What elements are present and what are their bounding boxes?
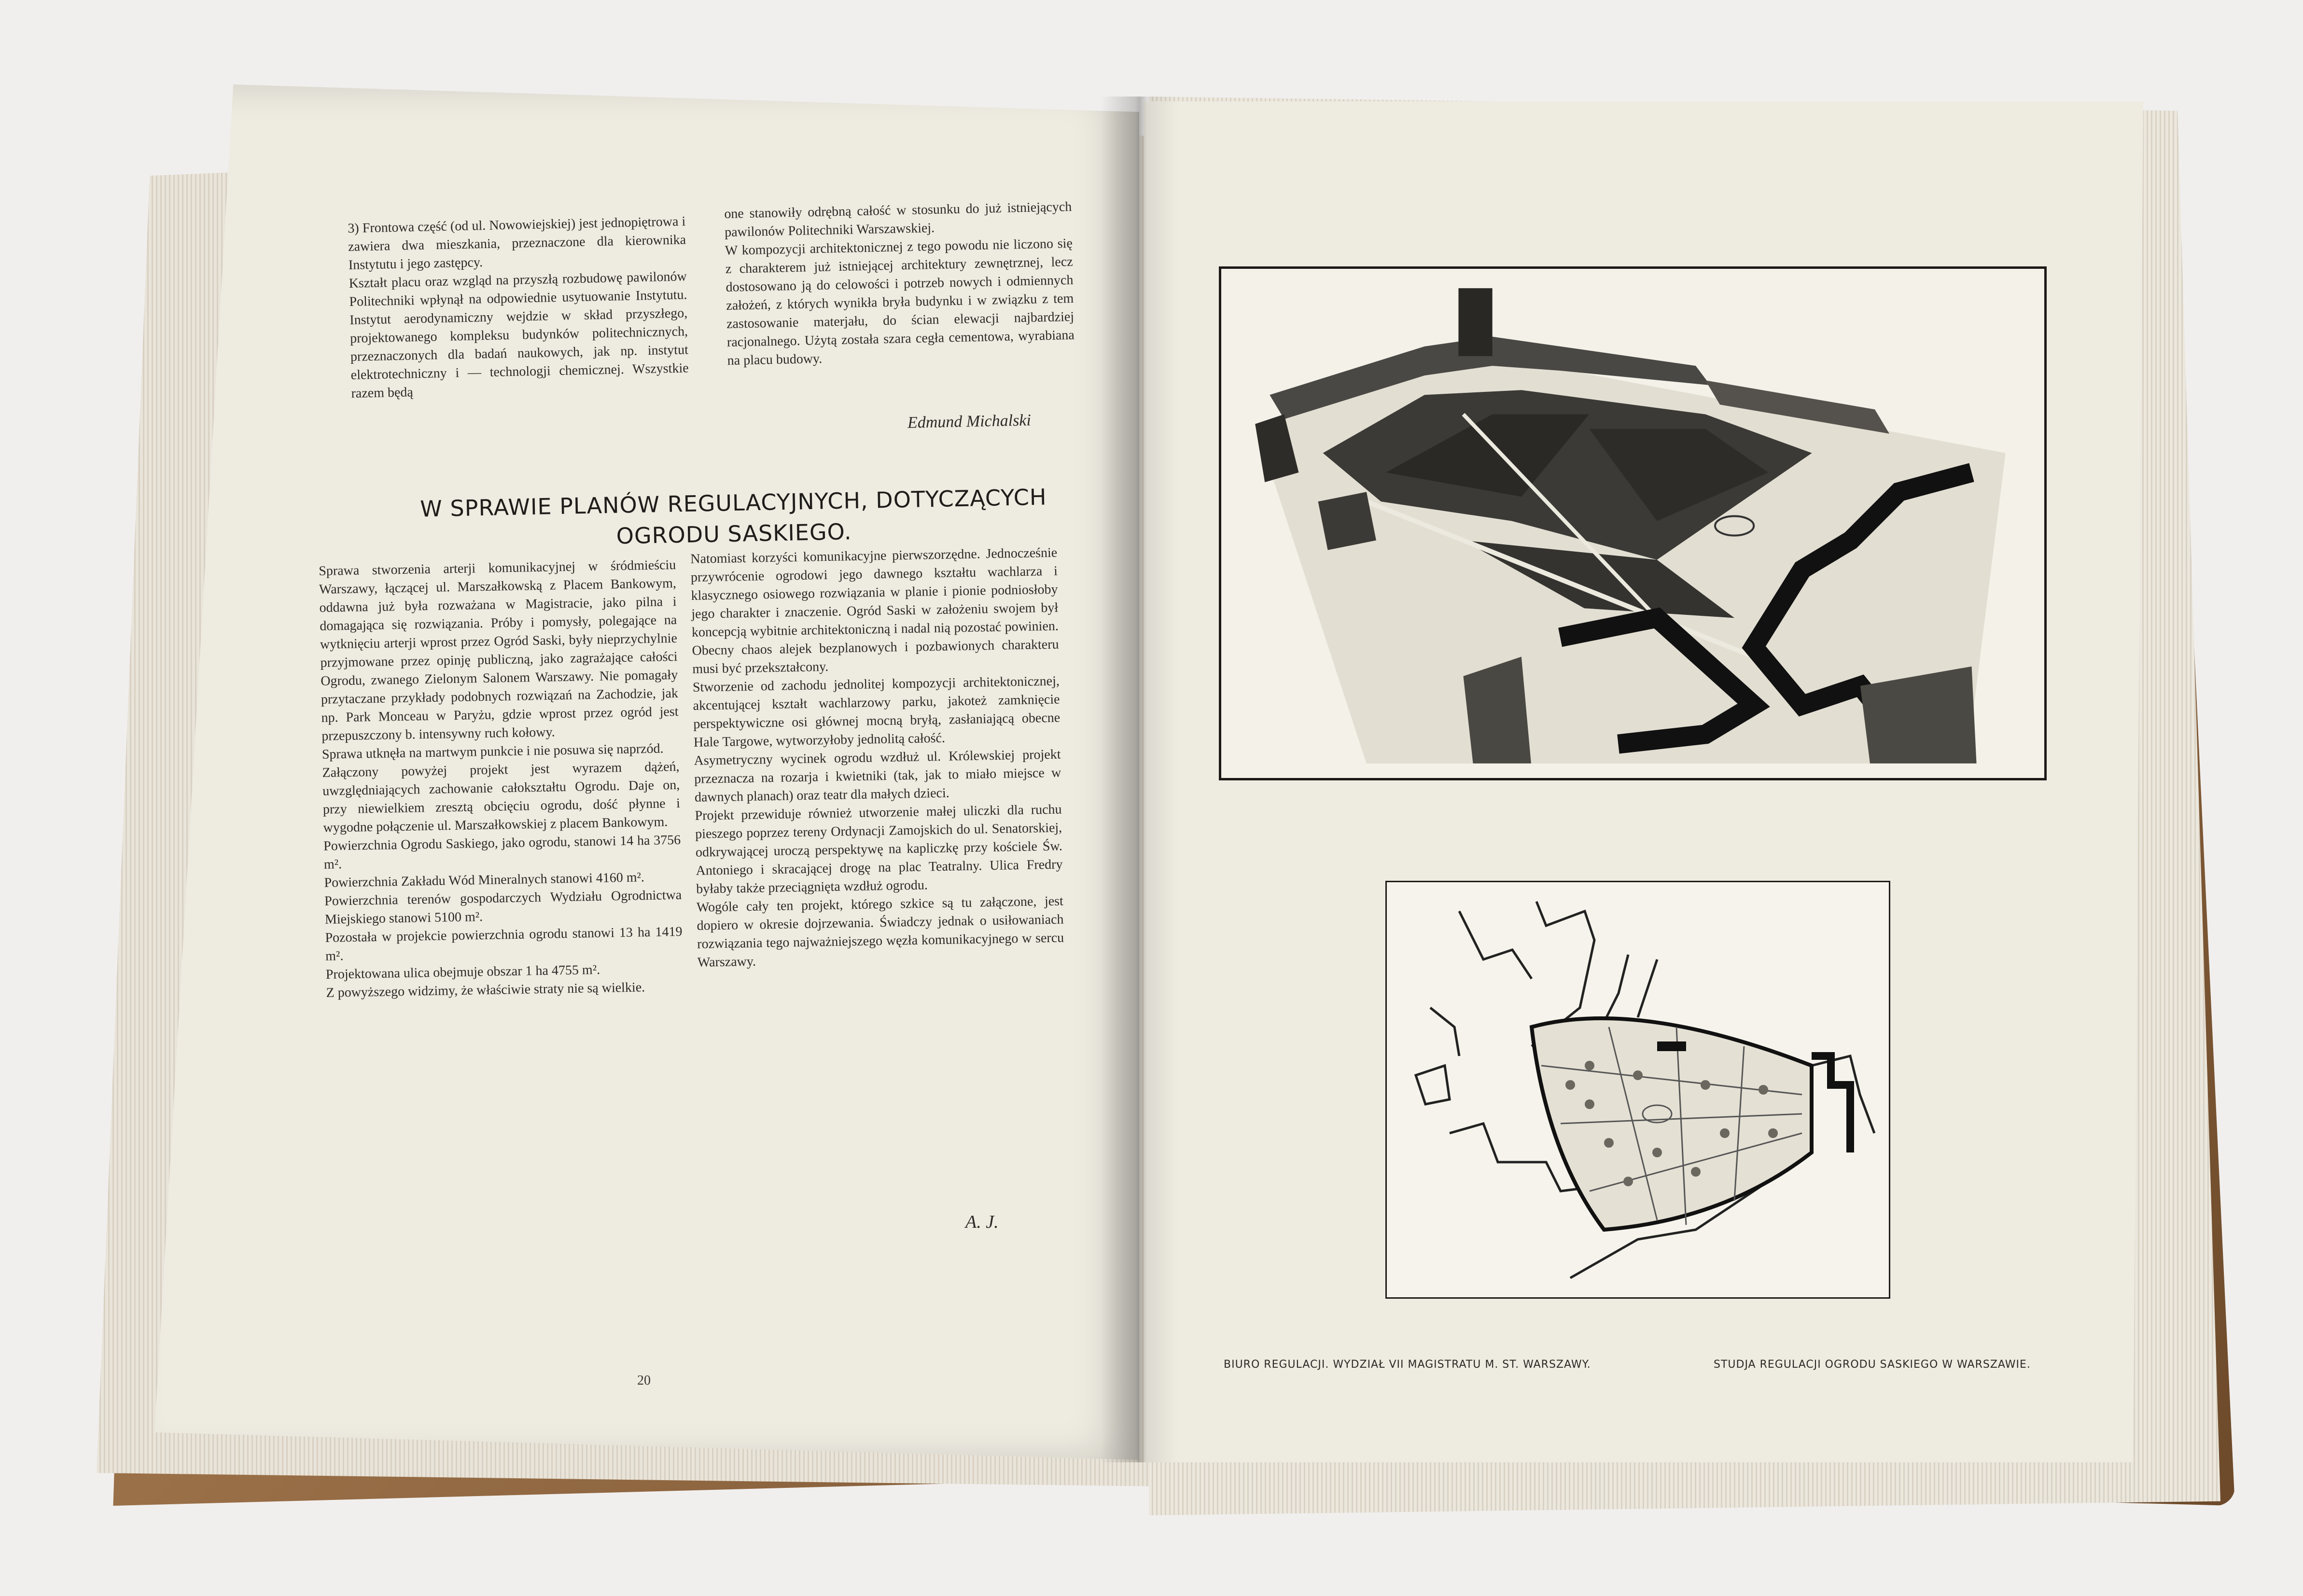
book-gutter-shadow	[1101, 97, 1178, 1462]
page-number: 20	[637, 1373, 651, 1388]
article-left-column: Sprawa stworzenia arterji komunikacyjnej w śródmieściu Warszawy, łączącej ul. Marszałkowską z Placem Bankowym, oddawna już była rozważana w Magistracie, jako pilna i domagająca się rozwiązania. Próby i pomysły, polegające na wytknięciu arterji wprost przez Ogród Saski, były nieprzychylnie przyjmowane przez opinję publiczną, jako zagrażające całości Ogrodu, zwanego Zielonym Salonem Warszawy. Nie pomagały przytaczane przykłady podobnych rozwiązań na Zachodzie, jak np. Park Monceau w Paryżu, gdzie wprost przez ogród jest przepuszczony b. intensywny ruch kołowy. Sprawa utknęła na martwym punkcie i nie posuwa się naprzód. Załączony powyżej projekt jest wyrazem dążeń, uwzględniających zachowanie całokształtu Ogrodu. Daje on, przy niewielkiem zresztą obcięciu ogrodu, dość płynne i wygodne połączenie ul. Marszałkowskiej z placem Bankowym. Powierzchnia Ogrodu Saskiego, jako ogrodu, stanowi 14 ha 3756 m². Powierzchnia Zakładu Wód Mineralnych stanowi 4160 m². Powierzchnia terenów gospodarczych Wydziału Ogrodnictwa Miejskiego stanowi 5100 m². Pozostała w projekcie powierzchnia ogrodu stanowi 13 ha 1419 m². Projektowana ulica obejmuje obszar 1 ha 4755 m². Z powyższego widzimy, że właściwie straty nie są wielkie.	[319, 557, 683, 1000]
article-signature: A. J.	[965, 1212, 999, 1232]
figure-caption-office: BIURO REGULACJI. WYDZIAŁ VII MAGISTRATU M. ST. WARSZAWY.	[1224, 1359, 1591, 1371]
author-signature: Edmund Michalski	[907, 411, 1032, 432]
aerial-drawing-illustration	[1221, 269, 2044, 778]
aerial-perspective-drawing	[1219, 266, 2047, 780]
article-right-column: Natomiast korzyści komunikacyjne pierwszorzędne. Jednocześnie przywrócenie ogrodowi jego dawnego kształtu wachlarza i klasycznego osiowego rozwiązania w planie i pionie podniosłoby jego charakter i znaczenie. Ogród Saski w założeniu swojem był koncepcją wybitnie architektoniczną i nadal nią pozostać powinien. Obecny chaos alejek bezplanowych i pozbawionych charakteru musi być przekształcony. Stworzenie od zachodu jednolitej kompozycji architektonicznej, akcentującej kształt wachlarzowy parku, jakoteż zamknięcie perspektywiczne osi głównej mocną bryłą, zasłaniającą obecne Hale Targowe, wytworzyłoby jednolitą całość. Asymetryczny wycinek ogrodu wzdłuż ul. Królewskiej projekt przeznacza na rozarja i kwietniki (tak, jak to miało miejsce w dawnych planach) oraz teatr dla małych dzieci. Projekt przewiduje również utworzenie małej uliczki dla ruchu pieszego poprzez tereny Ordynacji Zamojskich do ul. Senatorskiej, odkrywającej uroczą perspektywę na kapliczkę przy kościele Św. Antoniego i skracającej drogę na plac Teatralny. Ulica Fredry byłaby także przeciągnięta wzdłuż ogrodu. Wogóle cały ten projekt, którego szkice są tu załączone, jest dopiero w okresie dojrzewania. Świadczy jednak o usiłowaniach rozwiązania tego najważniejszego węzła komunikacyjnego w sercu Warszawy.	[690, 545, 1064, 970]
top-right-text-column: one stanowiły odrębną całość w stosunku do już istniejących pawilonów Politechniki Warszawskiej. W kompozycji architektonicznej z tego powodu nie liczono się z charakterem już istniejącej architektury zewnętrznej, lecz dostosowano ją do celowości i potrzeb nowych i odmiennych założeń, z których wynikła bryła budynku i w związku z tem zastosowanie materjału, do ścian elewacji najbardziej racjonalnego. Użytą została szara cegła cementowa, wyrabiana na placu budowy.	[724, 199, 1075, 368]
site-plan-illustration	[1387, 882, 1889, 1297]
site-plan-drawing	[1385, 881, 1890, 1299]
article-heading: W SPRAWIE PLANÓW REGULACYJNYCH, DOTYCZĄCYCH OGRODU SASKIEGO.	[419, 484, 1047, 549]
top-left-text-column: 3) Frontowa część (od ul. Nowowiejskiej) jest jednopiętrowa i zawiera dwa mieszkania, przeznaczone dla kierownika Instytutu i jego zastępcy. Kształt placu oraz wzgląd na przyszłą rozbudowę pawilonów Politechniki wpłynął na odpowiednie usytuowanie Instytutu. Instytut aerodynamiczny wejdzie w skład przyszłego, projektowanego kompleksu budynków politechnicznych, przeznaczonych dla badań naukowych, jak np. instytut elektrotechniczny i — technologji chemicznej. Wszystkie razem będą	[348, 214, 689, 401]
figure-caption-title: STUDJA REGULACJI OGRODU SASKIEGO W WARSZAWIE.	[1714, 1359, 2031, 1371]
